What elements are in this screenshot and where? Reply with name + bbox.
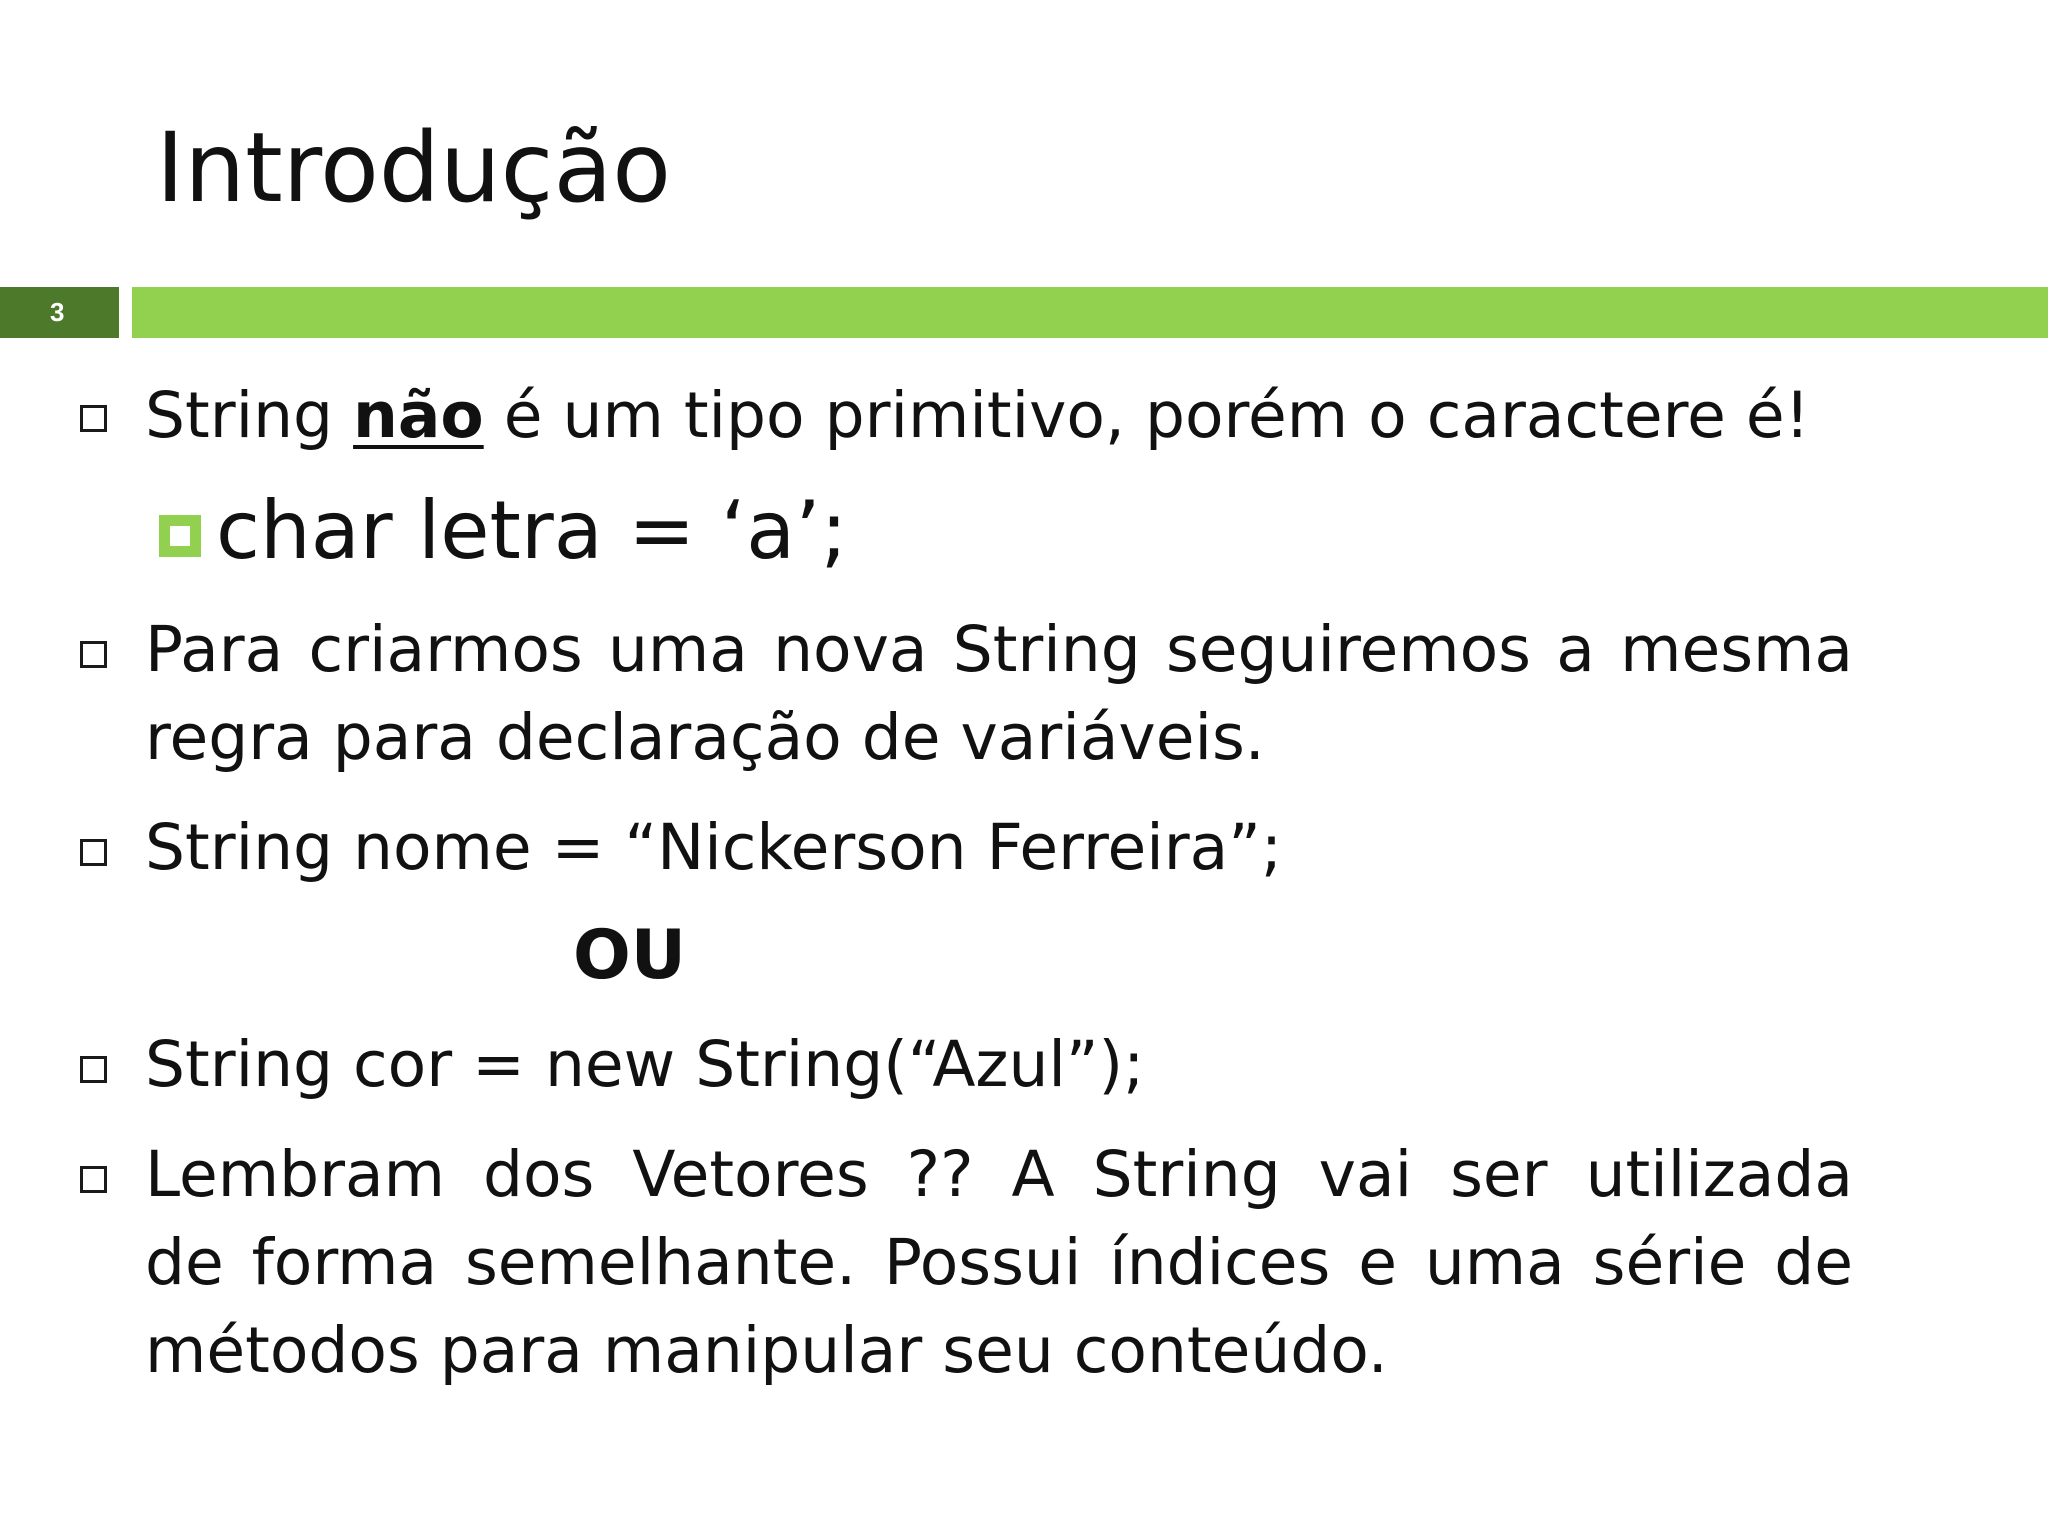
- slide-number: 3: [0, 287, 119, 338]
- bullet-text-part: é um tipo primitivo, porém o caractere é!: [483, 379, 1810, 452]
- accent-bar: [132, 287, 2048, 338]
- green-square-bullet-icon: [159, 515, 201, 557]
- bullet-text-part: String: [145, 379, 354, 452]
- bullet-string-literal: String nome = “Nickerson Ferreira”;: [145, 811, 1283, 884]
- emphasis-nao: não: [353, 379, 484, 452]
- bullet-row: regra para declaração de variáveis.: [145, 701, 1265, 774]
- bullet-string-not-primitive: [145, 372, 1810, 460]
- bullet-row: Lembram dos Vetores ?? A String vai ser utilizada: [145, 1138, 1853, 1211]
- square-bullet-icon: [80, 405, 107, 432]
- bullet-row: de forma semelhante. Possui índices e uma série de: [145, 1226, 1853, 1299]
- slide-title: Introdução: [156, 112, 672, 224]
- bullet-create-string: [145, 606, 1853, 782]
- bullet-vectors-comparison: [145, 1131, 1853, 1395]
- square-bullet-icon: [80, 1056, 107, 1083]
- bullet-row: métodos para manipular seu conteúdo.: [145, 1314, 1388, 1387]
- square-bullet-icon: [80, 1166, 107, 1193]
- or-separator: OU: [573, 916, 687, 995]
- square-bullet-icon: [80, 641, 107, 668]
- bullet-string-constructor: String cor = new String(“Azul”);: [145, 1028, 1145, 1101]
- bullet-row: Para criarmos uma nova String seguiremos a mesma: [145, 613, 1853, 686]
- sub-bullet-char-example: char letra = ‘a’;: [216, 484, 848, 577]
- square-bullet-icon: [80, 839, 107, 866]
